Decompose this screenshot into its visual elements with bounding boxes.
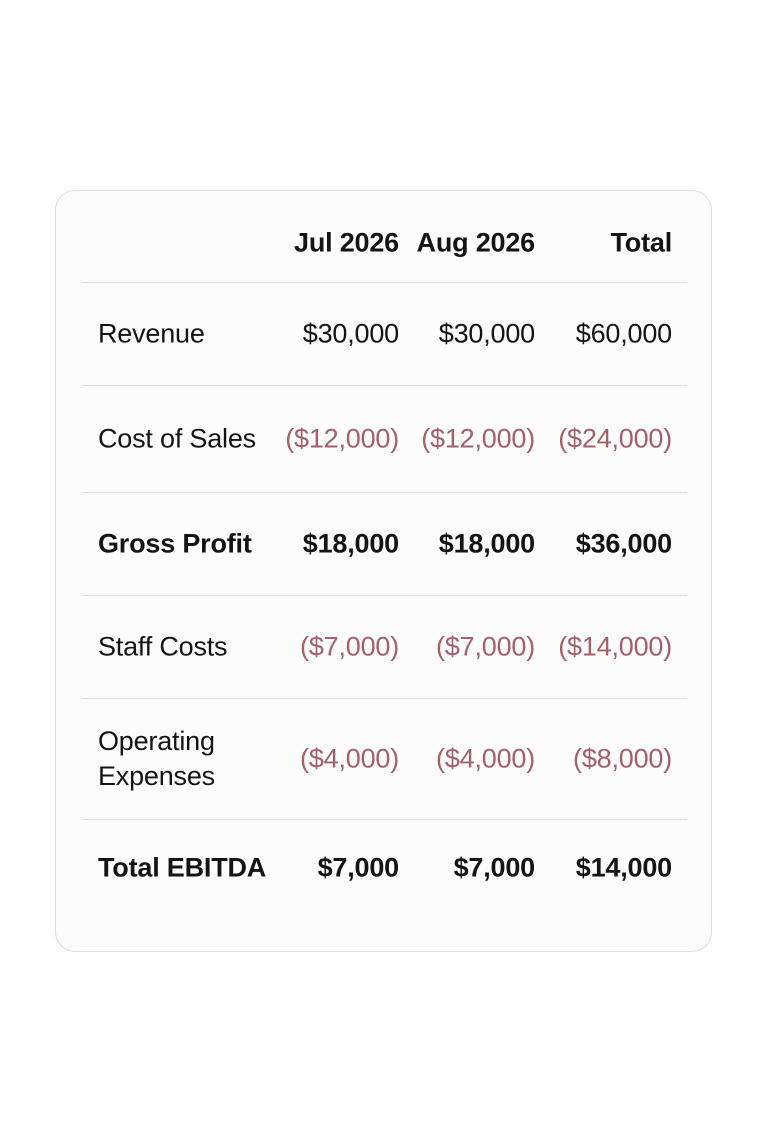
row-label: Revenue	[98, 318, 205, 349]
row-label: Cost of Sales	[98, 423, 256, 454]
row-label: Total EBITDA	[98, 852, 267, 882]
financial-summary-table	[82, 191, 687, 915]
cell-jul-2026: $18,000	[302, 528, 399, 559]
cell-aug-2026: $18,000	[438, 528, 535, 559]
row-label: Operating Expenses	[98, 726, 215, 791]
table-row-gross-profit	[82, 493, 687, 596]
column-header-total: Total	[610, 227, 672, 258]
table-row-revenue	[82, 283, 687, 386]
cell-aug-2026: $30,000	[438, 318, 535, 349]
table-row-total-ebitda	[82, 820, 687, 915]
cell-aug-2026: $7,000	[453, 852, 535, 882]
cell-jul-2026: $30,000	[302, 318, 399, 349]
cell-total: ($24,000)	[558, 423, 672, 454]
cell-jul-2026: ($4,000)	[300, 743, 399, 774]
cell-total: $60,000	[575, 318, 672, 349]
column-header-jul-2026: Jul 2026	[294, 227, 399, 258]
row-label: Gross Profit	[98, 528, 252, 559]
table-header-row	[82, 191, 687, 283]
cell-jul-2026: ($7,000)	[300, 631, 399, 662]
cell-total: $36,000	[575, 528, 672, 559]
column-header-aug-2026: Aug 2026	[416, 227, 535, 258]
cell-total: $14,000	[575, 852, 672, 882]
cell-aug-2026: ($7,000)	[436, 631, 535, 662]
cell-total: ($8,000)	[573, 743, 672, 774]
table-row-cost-of-sales	[82, 386, 687, 493]
cell-total: ($14,000)	[558, 631, 672, 662]
cell-aug-2026: ($4,000)	[436, 743, 535, 774]
table-row-operating-expenses	[82, 699, 687, 820]
cell-jul-2026: $7,000	[317, 852, 399, 882]
financial-summary-card	[55, 190, 712, 952]
cell-jul-2026: ($12,000)	[285, 423, 399, 454]
cell-aug-2026: ($12,000)	[421, 423, 535, 454]
table-row-staff-costs	[82, 596, 687, 699]
row-label: Staff Costs	[98, 631, 228, 662]
